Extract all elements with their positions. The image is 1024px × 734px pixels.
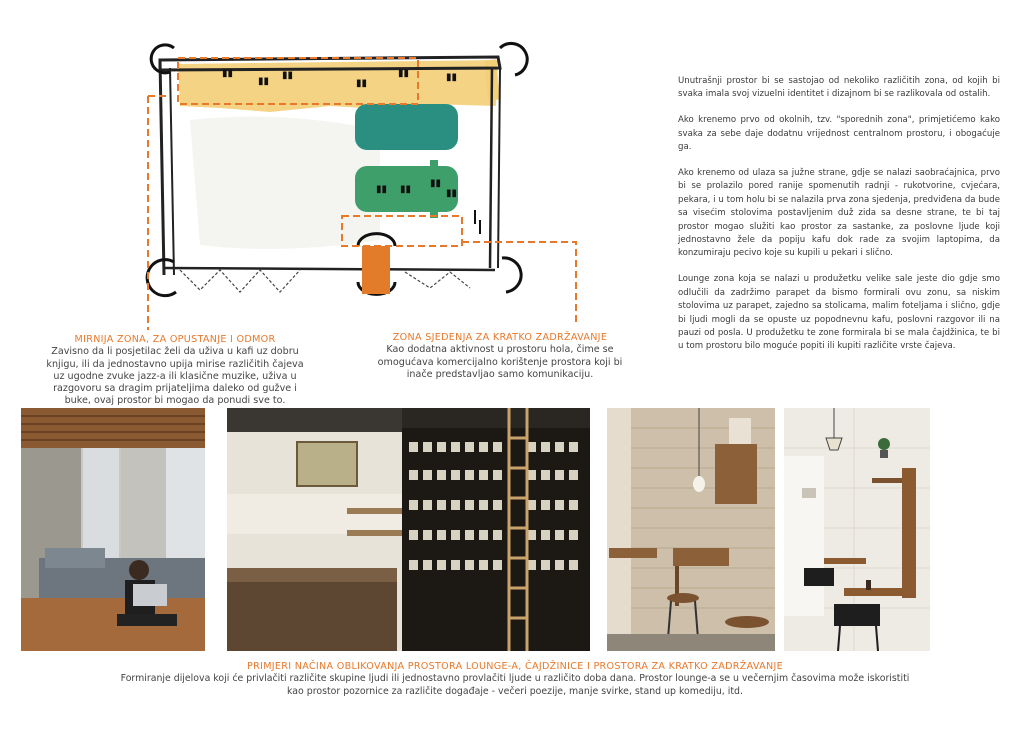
svg-text:▮▮: ▮▮ xyxy=(222,68,234,79)
caption-examples-title: PRIMJERI NAČINA OBLIKOVANJA PROSTORA LOUNGE-A, ČAJDŽINICE I PROSTORA ZA KRATKO ZADRŽAVANJE xyxy=(247,661,783,672)
caption-quiet-zone-title: MIRNIJA ZONA, ZA OPUSTANJE I ODMOR xyxy=(74,334,276,345)
svg-text:▮▮: ▮▮ xyxy=(446,72,458,83)
narrow-cafe-hanging-tables-photo xyxy=(784,408,930,651)
svg-text:▮▮: ▮▮ xyxy=(376,184,388,195)
caption-short-stay-zone xyxy=(370,332,630,381)
body-paragraph-4: Lounge zona koja se nalazi u produžetku velike sale jeste dio gdje smo odlučili da zadržimo parapet da bismo formirali ovu zonu, sa niskim stolovima uz parapet, zajedno sa stolicama, malim foteljama i slično, gdje bi ljudi mogli da se opuste uz popodnevnu kafu, poslovni razgovor ili na pauzi od posla. U produžetku te zone formirala bi se mala čajdžinica, te bi u tom prostoru bilo moguće popiti ili kupiti različite vrste čajeva. xyxy=(678,274,1000,352)
svg-text:▮▮: ▮▮ xyxy=(430,178,442,189)
svg-text:▮▮: ▮▮ xyxy=(258,76,270,87)
caption-short-stay-title: ZONA SJEDENJA ZA KRATKO ZADRŽAVANJE xyxy=(392,332,608,343)
body-text xyxy=(678,75,1000,366)
svg-text:▮▮: ▮▮ xyxy=(446,188,458,199)
svg-text:▮▮: ▮▮ xyxy=(398,68,410,79)
caption-short-stay-text: Kao dodatna aktivnost u prostoru hola, čime se omogućava komercijalno korištenje prostora koji bi inače predstavljao samo komunikaciju. xyxy=(377,344,623,380)
body-paragraph-1: Unutrašnji prostor bi se sastojao od nekoliko različitih zona, od kojih bi svaka imala svoj vizuelni identitet i dizajnom bi se razlikovala od ostalih. xyxy=(678,76,1000,100)
caption-examples-text: Formiranje dijelova koji će privlačiti različite skupine ljudi ili jednostavno provlačiti ljude u različito doba dana. Prostor lounge-a se u večernjim časovima može iskoristiti kao prostor pozornice za različite događaje - večeri poezije, manje svirke, stand up komediju, itd. xyxy=(120,673,910,697)
caption-quiet-zone xyxy=(40,334,310,408)
wall-counter-cafe-photo xyxy=(607,408,775,651)
caption-examples xyxy=(120,661,910,698)
svg-text:▮▮: ▮▮ xyxy=(282,70,294,81)
tea-shop-shelves-photo xyxy=(227,408,590,651)
lounge-window-seat-photo xyxy=(21,408,205,651)
body-paragraph-3: Ako krenemo od ulaza sa južne strane, gdje se nalazi saobraćajnica, prvo bi se prolazilo pored ranije spomenutih radnji - rukotvorine, cvjećara, pekara, i u tom holu bi se nalazila prva zona sjedenja, predviđena da bude sa visećim stolovima postavljenim duž zida sa desne strane, te bi taj prostor mogao služiti kao prostor za sastanke, za poslovne ljude koji jednostavno žele da popiju kafu dok rade za svojim laptopima, da konzumiraju pecivo koje su kupili u pekari i slično. xyxy=(678,168,1000,259)
svg-text:▮▮: ▮▮ xyxy=(400,184,412,195)
svg-text:▮▮: ▮▮ xyxy=(356,78,368,89)
body-paragraph-2: Ako krenemo prvo od okolnih, tzv. "sporednih zona", primjetićemo kako svaka za sebe daje dodatnu vrijednost centralnom prostoru, i obogaćuje ga. xyxy=(678,115,1000,153)
caption-quiet-zone-text: Zavisno da li posjetilac želi da uživa u kafi uz dobru knjigu, ili da jednostavno upija mirise različitih čajeva uz ugodne zvuke jazz-a ili klasične muzike, uživa u razgovoru sa dragim prijateljima daleko od gužve i buke, ovaj prostor bi mogao da ponudi sve to. xyxy=(46,346,304,407)
floor-plan-sketch xyxy=(130,20,590,340)
